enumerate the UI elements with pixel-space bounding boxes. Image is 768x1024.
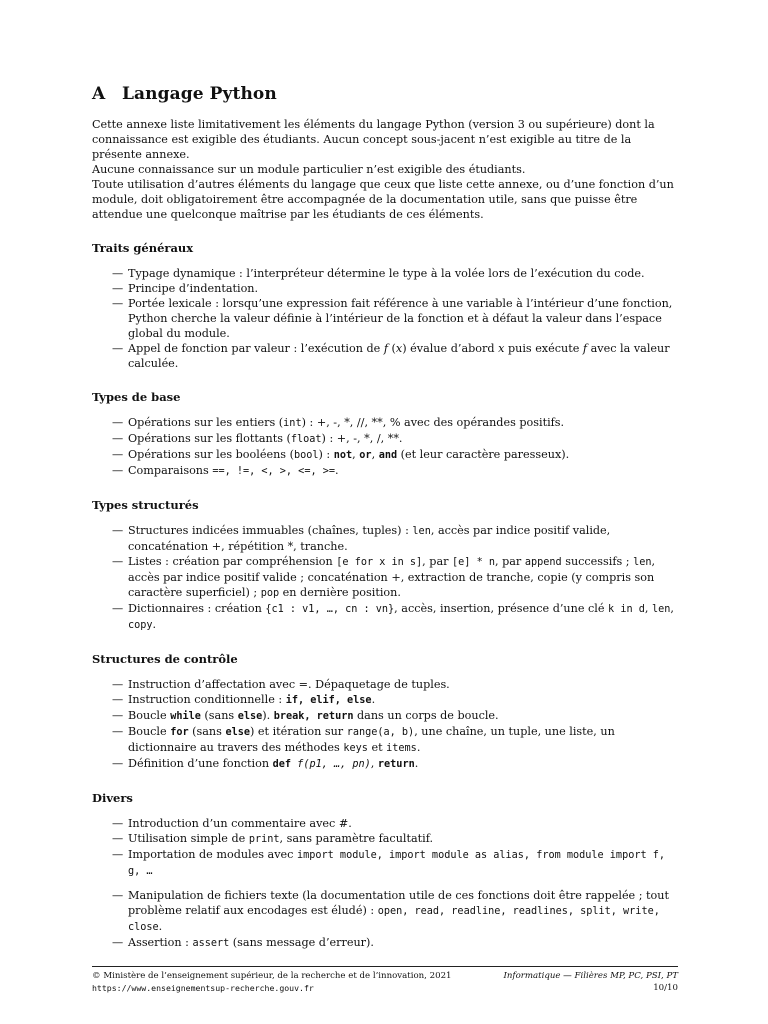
subsection-title-types-base: Types de base [92,390,181,404]
text: Assertion : [128,936,193,949]
keyword: return [377,759,415,770]
text: et [367,741,387,754]
text: Utilisation simple de [128,832,249,845]
text: puis exécute [504,342,583,355]
section-title: Langage Python [122,84,277,104]
text: . [371,693,376,706]
list-item [92,935,678,951]
text: dans un corps de boucle. [353,709,499,722]
footer-subject: Informatique — Filières MP, PC, PSI, PT [503,971,678,981]
text: Structures indicées immuables (chaînes, tuples) : [128,524,413,537]
intro-paragraph-3: Toute utilisation d’autres éléments du langage que ceux que liste cette annexe, ou d’une fonction d’un module, doit obligatoirement être accompagnée de la documentation utile, sans que puisse être attendue une quelconque maîtrise par les étudiants de ces éléments. [92,178,674,221]
code: open, read, readline, readlines, split, write, close [128,906,660,933]
keyword: if, elif, else [285,695,372,706]
code: pop [260,588,280,599]
text: , [670,602,674,615]
text: ) évalue d’abord [402,342,499,355]
keyword: and [378,450,398,461]
keyword: not [333,450,353,461]
code: items [386,743,417,754]
list-item [92,888,678,935]
text: ). [262,709,274,722]
list-divers [92,816,678,951]
intro-paragraph-2: Aucune connaissance sur un module particulier n’est exigible des étudiants. [92,163,526,176]
text: ) : +, -, *, /, **. [321,432,403,445]
list-item: — Portée lexicale : lorsqu’une expression fait référence à une variable à l’intérieur d’une fonction, Python cherche la valeur définie à l’intérieur de la fonction et à défaut la valeur dans l’espace global du module. [92,296,678,341]
list-item [92,463,678,479]
list-types-structures [92,523,678,633]
code: len [412,526,431,537]
document-page [92,84,678,951]
code: [e] * n [452,557,495,568]
subsection-title-types-structures: Types structurés [92,498,199,512]
text: (sans message d’erreur). [229,936,374,949]
text: . [158,920,163,933]
text: , [371,448,379,461]
keyword: break, return [273,711,354,722]
text: Opérations sur les flottants ( [128,432,291,445]
math: x [395,342,403,355]
list-item [92,415,678,431]
intro-text [92,117,678,222]
text: , par [422,555,453,568]
code: len [633,557,652,568]
code: keys [343,743,368,754]
text: ) et itération sur [249,725,347,738]
subsection-title-controle: Structures de contrôle [92,652,238,666]
text: ) : +, -, *, //, **, % avec des opérandes positifs. [301,416,565,429]
text: successifs ; [561,555,634,568]
text: Appel de fonction par valeur : l’exécution de [128,342,384,355]
text: Manipulation de fichiers texte (la documentation utile de ces fonctions doit être rappelée ; tout problème relatif aux encodages est éludé) : [128,889,669,917]
list-item [92,708,678,724]
keyword: else [237,711,263,722]
keyword: or [359,450,372,461]
section-heading [92,84,678,104]
text: Opérations sur les entiers ( [128,416,284,429]
math: f [383,342,388,355]
text: , [644,602,652,615]
text: , [370,757,378,770]
code: assert [192,938,230,949]
text: , [352,448,360,461]
keyword: else [225,727,250,738]
list-item [92,447,678,463]
page-footer [92,966,678,994]
text: , accès par indice positif valide, concaténation +, répétition *, tranche. [128,524,611,553]
list-item [92,554,678,601]
code: import module, import module as alias, from module import f, g, … [128,850,666,877]
code: ==, !=, <, >, <=, >= [212,466,335,477]
list-item: — Typage dynamique : l’interpréteur détermine le type à la volée lors de l’exécution du code. [92,266,678,281]
code: {c1 : v1, …, cn : vn} [265,604,395,615]
code: int [283,418,302,429]
keyword: def [272,759,292,770]
text: , accès, insertion, présence d’une clé [394,602,609,615]
math: f [582,342,588,355]
list-traits [92,266,678,371]
list-item [92,431,678,447]
text: . [334,464,339,477]
text: (et leur caractère paresseux). [397,448,570,461]
text: (sans [188,725,226,738]
list-item [92,831,678,847]
list-item [92,724,678,756]
list-item [92,756,678,772]
text: avec la valeur calculée. [128,342,670,370]
text: Comparaisons [128,464,213,477]
code: len [651,604,671,615]
text: Opérations sur les booléens ( [128,448,294,461]
list-item [92,341,678,371]
text: . [416,741,421,754]
list-item: — Instruction d’affectation avec =. Dépaquetage de tuples. [92,677,678,692]
list-types-base [92,415,678,479]
text: Boucle [128,725,171,738]
code: k in d [608,604,645,615]
text: ( [388,342,396,355]
text: (sans [200,709,238,722]
text: Dictionnaires : création [128,602,266,615]
list-controle [92,677,678,772]
text: Instruction conditionnelle : [128,693,286,706]
text: en dernière position. [279,586,401,599]
text: , une chaîne, un tuple, une liste, un dictionnaire au travers des méthodes [128,725,615,754]
code: float [290,434,322,445]
text: , accès par indice positif valide ; concaténation +, extraction de tranche, copie (y compris son caractère superficiel) ; [128,555,656,599]
footer-url-link[interactable]: https://www.enseignementsup-recherche.gouv.fr [92,983,314,993]
list-item: — Principe d’indentation. [92,281,678,296]
text: , par [494,555,525,568]
code: [e for x in s] [336,557,423,568]
text: . [152,618,157,631]
text: Boucle [128,709,171,722]
code: f(p1, …, pn) [291,759,371,770]
text: Importation de modules avec [128,848,297,861]
text: ) : [318,448,334,461]
code: range(a, b) [346,727,415,738]
intro-paragraph-1: Cette annexe liste limitativement les éléments du langage Python (version 3 ou supérieure) dont la connaissance est exigible des étudiants. Aucun concept sous-jacent n’est exigible au titre de la présente annexe. [92,118,655,161]
text: Définition d’une fonction [128,757,273,770]
list-item [92,692,678,708]
keyword: for [170,727,189,738]
code: bool [293,450,319,461]
subsection-title-divers: Divers [92,791,133,805]
text: Listes : création par compréhension [128,555,337,568]
code: print [248,834,280,845]
math: x [498,342,505,355]
list-item [92,847,678,879]
subsection-title-traits: Traits généraux [92,241,194,255]
footer-copyright: © Ministère de l’enseignement supérieur, de la recherche et de l’innovation, 2021 [92,971,452,981]
list-item [92,601,678,633]
section-number: A [92,84,106,104]
keyword: while [170,711,201,722]
list-item [92,523,678,554]
text: , sans paramètre facultatif. [279,832,434,845]
footer-page-number: 10/10 [653,983,678,993]
list-item: — Introduction d’un commentaire avec #. [92,816,678,831]
code: copy [128,620,153,631]
code: append [524,557,562,568]
text: . [414,757,419,770]
